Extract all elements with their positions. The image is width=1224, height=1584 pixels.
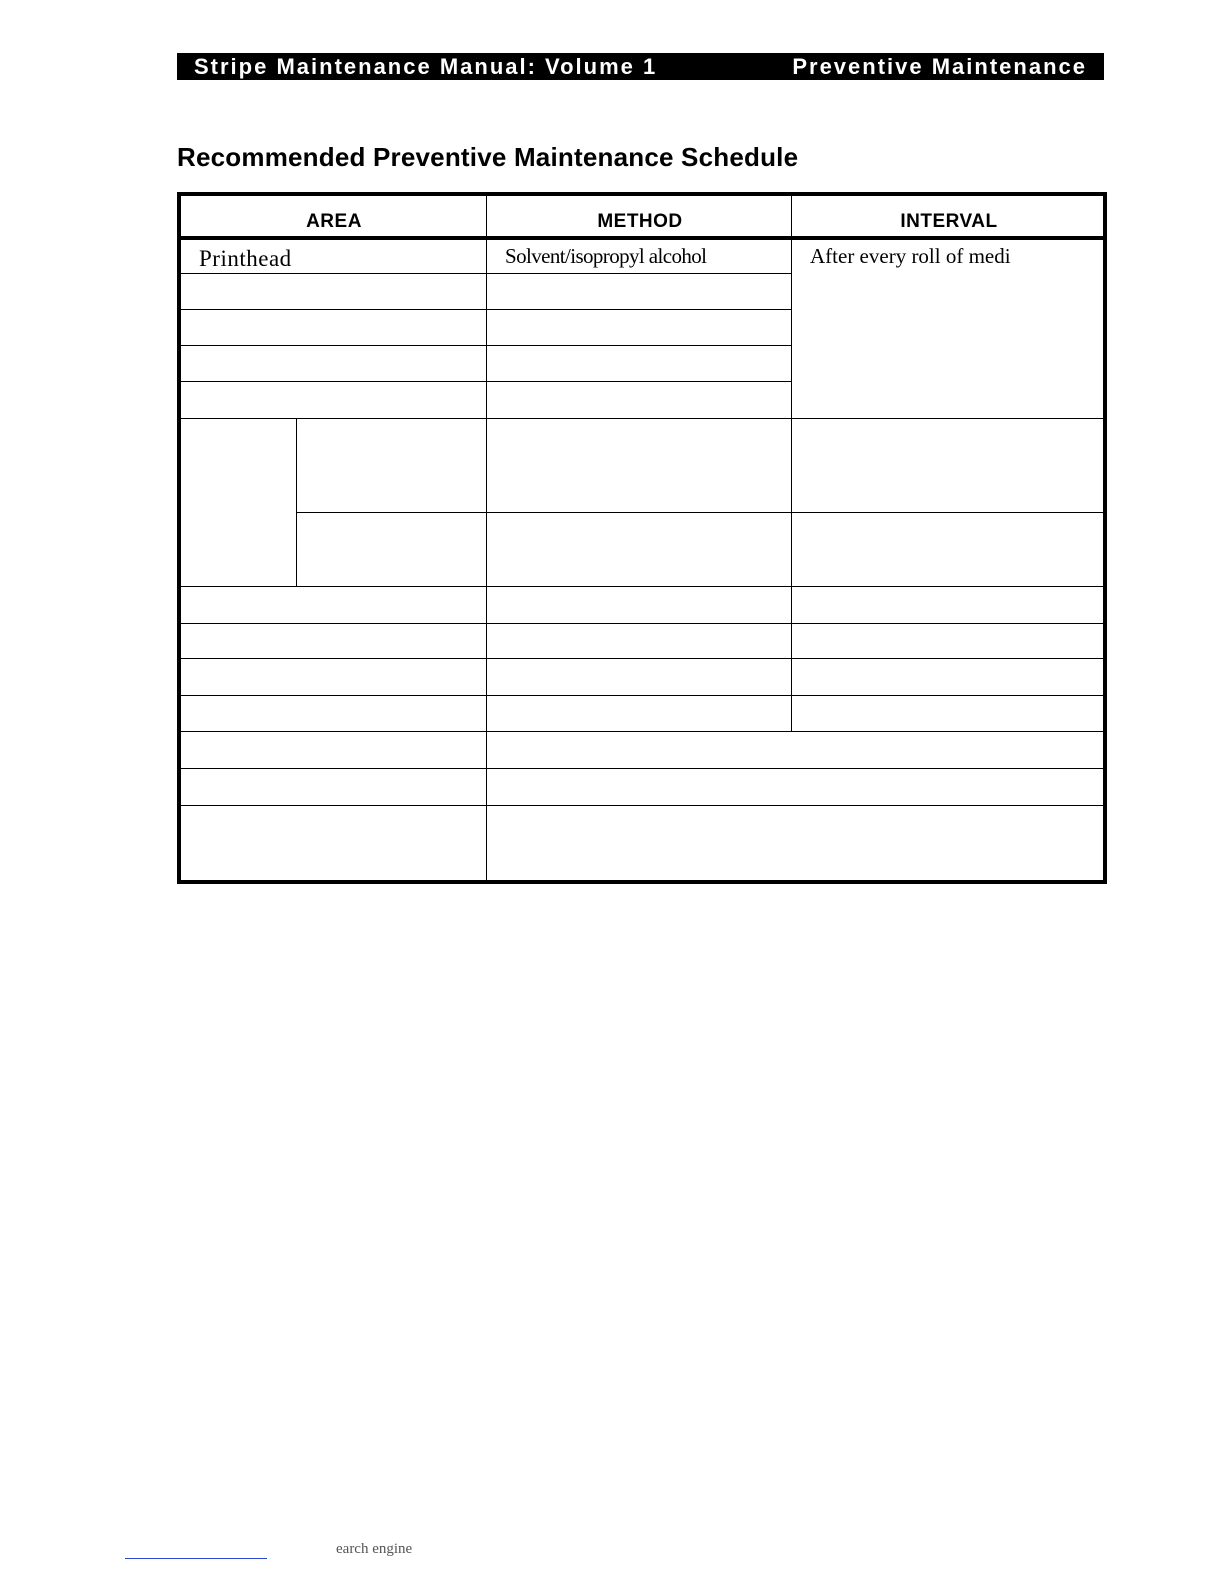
- column-header-method: METHOD: [597, 211, 683, 232]
- header-divider: [181, 236, 1103, 240]
- interval-cell: After every roll of medi: [810, 244, 1011, 268]
- row-divider: [181, 273, 791, 274]
- row-divider: [181, 586, 1103, 587]
- row-divider: [181, 623, 1103, 624]
- page-title: Recommended Preventive Maintenance Schedule: [177, 142, 799, 172]
- area-cell: Printhead: [199, 246, 292, 271]
- column-header-area: AREA: [306, 211, 362, 232]
- column-divider-area-method: [486, 196, 487, 880]
- footer-link-underline[interactable]: [125, 1558, 267, 1559]
- row-divider: [181, 309, 791, 310]
- footer-text: earch engine: [336, 1541, 413, 1557]
- row-divider: [181, 381, 791, 382]
- section-title: Preventive Maintenance: [792, 54, 1087, 79]
- row-divider: [181, 768, 1103, 769]
- row-divider: [181, 658, 1103, 659]
- row-divider: [296, 512, 1103, 513]
- row-divider: [181, 345, 791, 346]
- column-divider-method-interval: [791, 196, 792, 731]
- manual-title: Stripe Maintenance Manual: Volume 1: [194, 54, 658, 79]
- row-divider: [181, 695, 1103, 696]
- maintenance-schedule-table: [177, 192, 1107, 884]
- column-header-interval: INTERVAL: [900, 211, 998, 232]
- row-divider: [181, 418, 1103, 419]
- running-header: [177, 53, 1104, 80]
- method-cell: Solvent/isopropyl alcohol: [505, 244, 707, 268]
- row-divider: [181, 805, 1103, 806]
- row-divider: [181, 731, 1103, 732]
- area-subdivider: [296, 418, 297, 586]
